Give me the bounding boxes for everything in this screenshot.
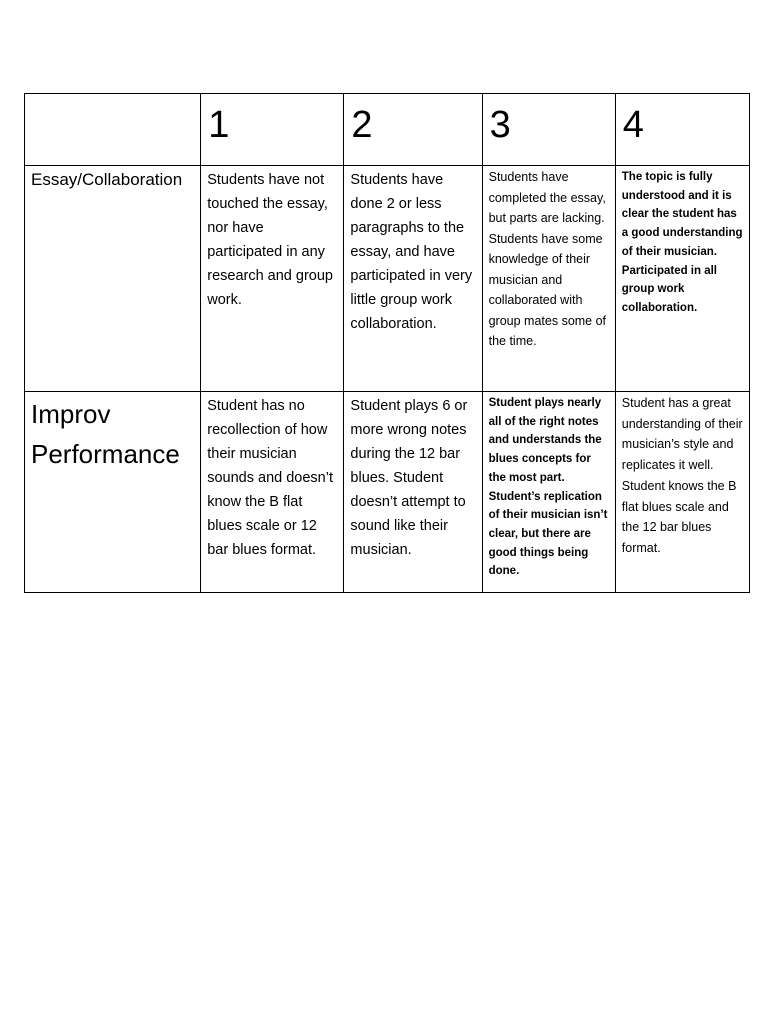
level-label: 4 — [622, 104, 644, 146]
criterion-cell — [25, 166, 201, 392]
header-level-4 — [615, 94, 749, 166]
descriptor-text: Students have done 2 or less paragraphs to the essay, and have participated in very little group work collaboration. — [350, 172, 473, 332]
rubric-table — [24, 93, 750, 593]
descriptor-text: Students have not touched the essay, nor have participated in any research and group work. — [207, 172, 333, 308]
descriptor-text: Student plays nearly all of the right notes and understands the blues concepts for the most part. Student’s replication of their musician isn’t clear, but there are good things being done. — [488, 397, 608, 578]
improv-row — [25, 392, 750, 593]
level-label: 2 — [351, 104, 373, 146]
header-level-2 — [344, 94, 482, 166]
criterion-label: Improv Performance — [31, 399, 180, 469]
improv-level-2-cell — [344, 392, 482, 593]
essay-level-2-cell — [344, 166, 482, 392]
improv-level-4-cell — [615, 392, 749, 593]
header-level-3 — [482, 94, 615, 166]
level-label: 3 — [489, 104, 511, 146]
essay-row — [25, 166, 750, 392]
header-row — [25, 94, 750, 166]
essay-level-3-cell — [482, 166, 615, 392]
descriptor-text: Student has no recollection of how their musician sounds and doesn’t know the B flat blues scale or 12 bar blues format. — [207, 398, 333, 558]
header-blank-cell — [25, 94, 201, 166]
essay-level-4-cell — [615, 166, 749, 392]
improv-level-3-cell — [482, 392, 615, 593]
descriptor-text: Student plays 6 or more wrong notes during the 12 bar blues. Student doesn’t attempt to sound like their musician. — [350, 398, 468, 558]
header-level-1 — [201, 94, 344, 166]
descriptor-text: The topic is fully understood and it is clear the student has a good understanding of their musician. Participated in all group work collaboration. — [621, 171, 743, 314]
level-label: 1 — [208, 104, 230, 146]
criterion-cell — [25, 392, 201, 593]
essay-level-1-cell — [201, 166, 344, 392]
improv-level-1-cell — [201, 392, 344, 593]
descriptor-text: Students have completed the essay, but parts are lacking. Students have some knowledge of their musician and collaborated with group mates some of the time. — [488, 170, 607, 348]
criterion-label: Essay/Collaboration — [31, 170, 183, 189]
descriptor-text: Student has a great understanding of their musician’s style and replicates it well. Student knows the B flat blues scale and the 12 bar blues format. — [621, 396, 743, 555]
